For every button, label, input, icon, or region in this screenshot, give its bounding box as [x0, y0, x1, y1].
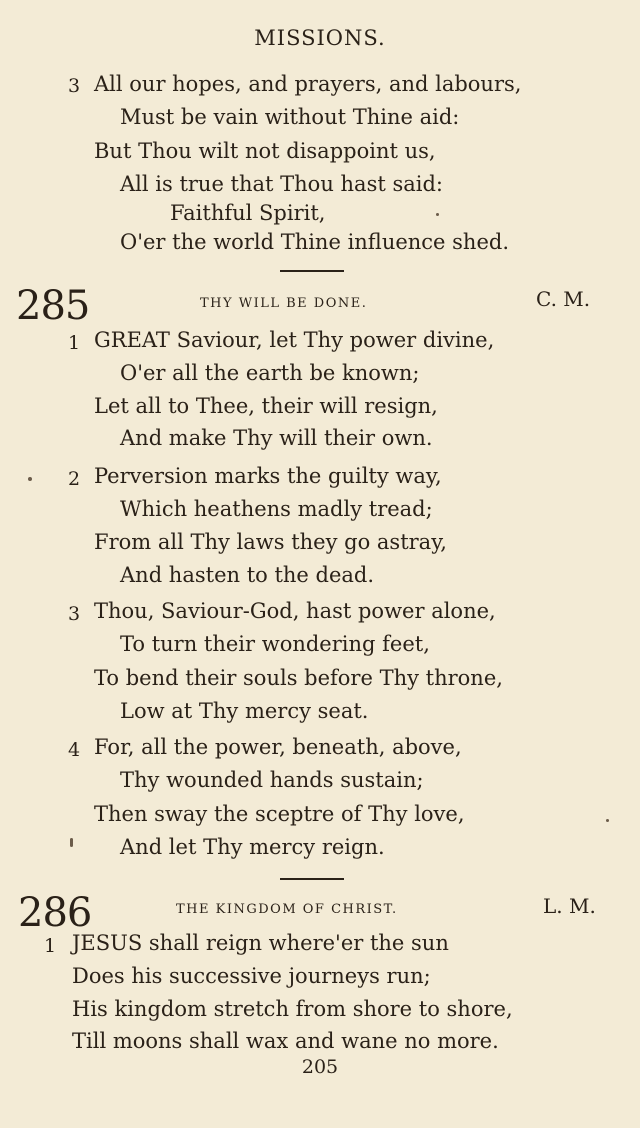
stanza-number: 1 [68, 332, 81, 354]
verse-line: Thou, Saviour-God, hast power alone, [94, 599, 496, 623]
verse-line: Does his successive journeys run; [72, 964, 431, 988]
verse-line: Faithful Spirit, [170, 201, 326, 225]
verse-line: Then sway the sceptre of Thy love, [94, 802, 465, 826]
hymn-title: THE KINGDOM OF CHRIST. [176, 902, 398, 917]
verse-line: And make Thy will their own. [120, 426, 433, 450]
verse-line: Which heathens madly tread; [120, 497, 433, 521]
verse-line: O'er the world Thine influence shed. [120, 230, 510, 254]
section-rule [280, 270, 344, 272]
stanza-number: 1 [44, 935, 57, 957]
stanza-number: 3 [68, 603, 81, 625]
verse-line: Till moons shall wax and wane no more. [72, 1029, 499, 1053]
print-speck [28, 477, 32, 481]
verse-line: Perversion marks the guilty way, [94, 464, 442, 488]
stanza-number: 4 [68, 739, 81, 761]
print-speck [606, 819, 609, 822]
page-number: 205 [301, 1056, 339, 1078]
hymn-title: THY WILL BE DONE. [200, 296, 368, 311]
hymn-meter: C. M. [536, 287, 591, 311]
verse-line: From all Thy laws they go astray, [94, 530, 447, 554]
verse-line: GREAT Saviour, let Thy power divine, [94, 328, 495, 352]
verse-line: And let Thy mercy reign. [120, 835, 385, 859]
verse-line: Let all to Thee, their will resign, [94, 394, 438, 418]
verse-line: And hasten to the dead. [120, 563, 375, 587]
hymn-meter: L. M. [543, 894, 596, 918]
running-header: MISSIONS. [254, 26, 386, 50]
verse-line: But Thou wilt not disappoint us, [94, 139, 436, 163]
verse-line: To turn their wondering feet, [120, 632, 430, 656]
verse-line: All is true that Thou hast said: [120, 172, 443, 196]
verse-line: Must be vain without Thine aid: [120, 105, 460, 129]
verse-line: To bend their souls before Thy throne, [94, 666, 503, 690]
verse-line: O'er all the earth be known; [120, 361, 420, 385]
hymn-number: 285 [16, 283, 90, 329]
verse-line: Thy wounded hands sustain; [120, 768, 424, 792]
verse-line: JESUS shall reign where'er the sun [72, 931, 449, 955]
verse-line: All our hopes, and prayers, and labours, [94, 72, 522, 96]
verse-line: For, all the power, beneath, above, [94, 735, 462, 759]
verse-line: His kingdom stretch from shore to shore, [72, 997, 513, 1021]
stanza-number: 3 [68, 75, 81, 97]
verse-line: Low at Thy mercy seat. [120, 699, 369, 723]
section-rule [280, 878, 344, 880]
hymn-number: 286 [18, 890, 92, 936]
stanza-number: 2 [68, 468, 81, 490]
print-speck [70, 838, 73, 847]
print-speck [436, 213, 439, 216]
